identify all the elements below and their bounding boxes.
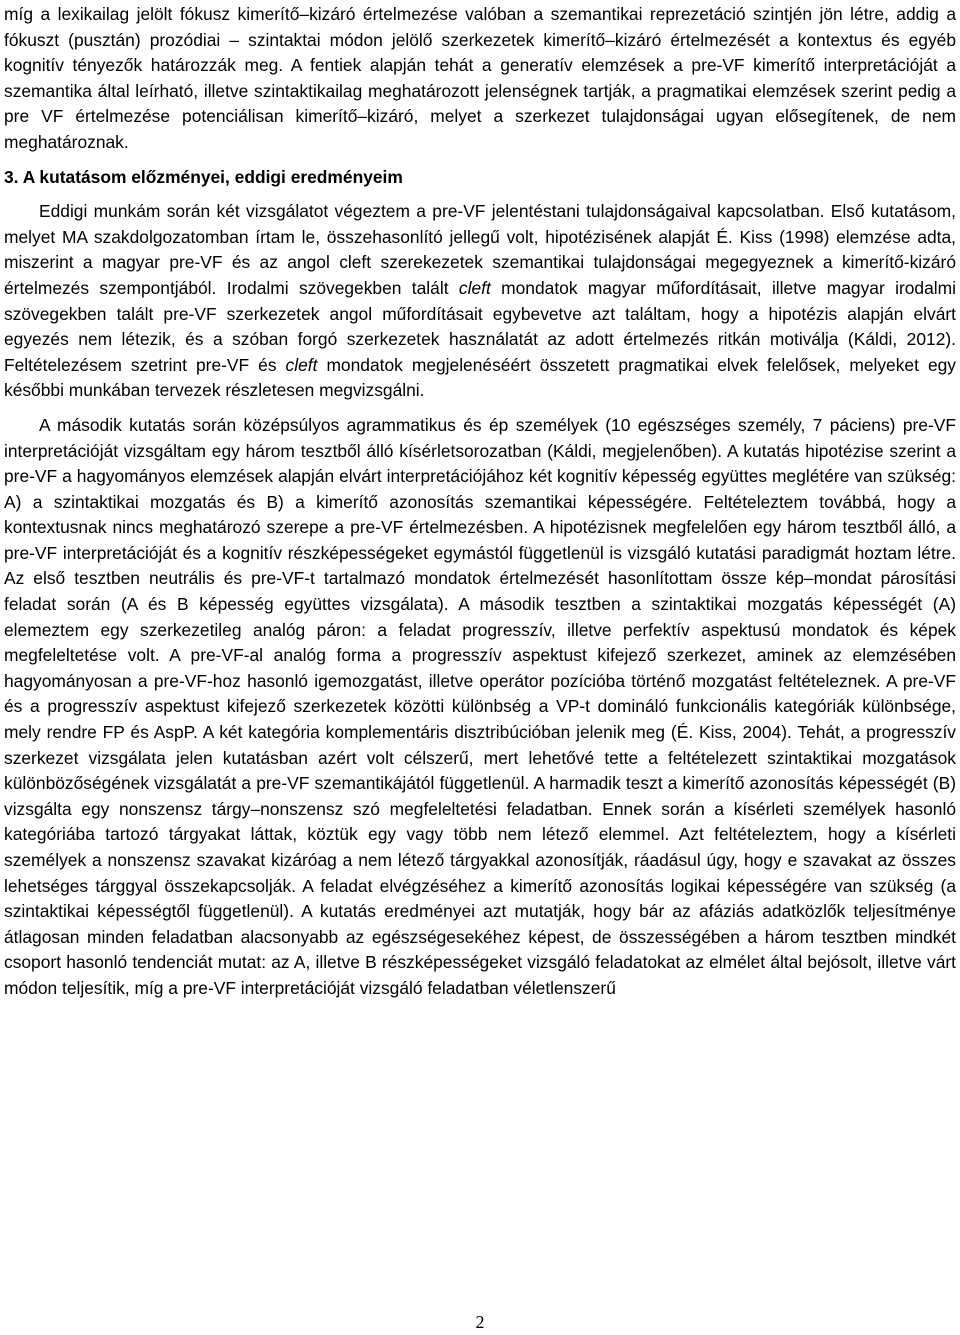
paragraph-gap xyxy=(4,404,956,413)
section-gap xyxy=(4,156,956,165)
section-gap xyxy=(4,190,956,199)
paragraph-2-part-1: Eddigi munkám során két vizsgálatot végeztem a pre-VF jelentéstani tulajdonságaival kapcsolatban. Első kutatásom, melyet MA szakdolgozatomban írtam le, összehasonlító jellegű volt, hipotézisének alapját É. Kiss (1998) elemzése adta, miszerint a magyar pre-VF és az angol cleft szerekezetek szemantikai tulajdonságai megegyeznek a kimerítő-kizáró értelmezés szempontjából. Irodalmi szövegekben talált xyxy=(4,201,956,298)
paragraph-3: A második kutatás során középsúlyos agrammatikus és ép személyek (10 egészséges személy, 7 páciens) pre-VF interpretációját vizsgáltam egy három tesztből álló kísérletsorozatban (Káldi, megjelenőben). A kutatás hipotézise szerint a pre-VF a hagyományos elemzések alapján elvárt interpretációjához két kognitív képesség együttes meglétére van szükség: A) a szintaktikai mozgatás és B) a kimerítő azonosítás szemantikai képességére. Feltételeztem továbbá, hogy a kontextusnak nincs meghatározó szerepe a pre-VF értelmezésben. A hipotézisnek megfelelően egy három tesztből álló, a pre-VF interpretációját és a kognitív részképességeket egymástól függetlenül is vizsgáló kutatási paradigmát hoztam létre. Az első tesztben neutrális és pre-VF-t tartalmazó mondatok értelmezését hasonlítottam össze kép–mondat párosítási feladat során (A és B képesség együttes vizsgálata). A második tesztben a szintaktikai mozgatás képességét (A) elemeztem egy szerkezetileg analóg páron: a feladat progresszív, illetve perfektív aspektusú mondatok és képek megfeleltetése volt. A pre-VF-al analóg forma a progresszív aspektust kifejező szerkezet, aminek az elemzésében hagyományosan a pre-VF-hoz hasonló igemozgatást, illetve operátor pozícióba történő mozgatást feltételeznek. A pre-VF és a progresszív aspektust kifejező szerkezetek közötti különbség a VP-t domináló funkcionális kategóriák különbsége, mely rendre FP és AspP. A két kategória komplementáris disztribúcióban jelenik meg (É. Kiss, 2004). Tehát, a progresszív szerkezet vizsgálata jelen kutatásban azért volt célszerű, mert lehetővé tette a feltételezett szintaktikai mozgatások különbözőségének vizsgálatát a pre-VF szemantikájától függetlenül. A harmadik teszt a kimerítő azonosítás képességét (B) vizsgálta egy nonszensz tárgy–nonszensz szó megfeleltetési feladatban. Ennek során a kísérleti személyek hasonló kategóriába tartozó tárgyakat láttak, köztük egy vagy több nem létező elemmel. Azt feltételeztem, hogy a kísérleti személyek a nonszensz szavakat kizáróag a nem létező tárgyakkal azonosítják, ráadásul úgy, hogy e szavakat az összes lehetséges tárggyal összekapcsolják. A feladat elvégzéséhez a kimerítő azonosítás logikai képességére van szükség (a szintaktikai képességtől függetlenül). A kutatás eredményei azt mutatják, hogy bár az afáziás adatközlők teljesítménye átlagosan minden feladatban alacsonyabb az egészségesekéhez képest, de összességében a három tesztben mindkét csoport hasonló tendenciát mutat: az A, illetve B részképességeket vizsgáló feladatokat az elmélet által bejósolt, illetve várt módon teljesítik, míg a pre-VF interpretációját vizsgáló feladatban véletlenszerű xyxy=(4,414,956,998)
section-heading: 3. A kutatásom előzményei, eddigi eredményeim xyxy=(4,166,403,187)
page-number: 2 xyxy=(475,1312,485,1332)
paragraph-2-part-2: mondatok magyar műfordításait, illetve magyar irodalmi szövegekben talált pre-VF szerkezetek angol műfordításait egybevetve azt találtam, hogy a hipotézis alapján elvárt egyezés nem létezik, és a szóban forgó szerkezetek használatát az adott értelmezés ritkán motiválja (Káldi, 2012). Feltételezésem szetrint pre-VF és xyxy=(4,277,956,375)
paragraph-2 xyxy=(4,199,956,404)
italic-term-cleft: cleft xyxy=(285,354,318,375)
italic-term-cleft: cleft xyxy=(458,277,491,298)
document-page xyxy=(4,2,956,1002)
paragraph-2-part-3: mondatok megjelenéséért összetett pragmatikai elvek felelősek, melyeket egy későbbi munkában tervezek részletesen megvizsgálni. xyxy=(4,354,956,401)
paragraph-1: míg a lexikailag jelölt fókusz kimerítő–kizáró értelmezése valóban a szemantikai reprezetáció szintjén jön létre, addig a fókuszt (pusztán) prozódiai – szintaktai módon jelölő szerkezetek kimerítő–kizáró értelmezését a kontextus és egyéb kognitív tényezők határozzák meg. A fentiek alapján tehát a generatív elemzések a pre-VF kimerítő interpretációját a szemantika által leírható, illetve szintaktikailag meghatározott jelenségnek tartják, a pragmatikai elemzések szerint pedig a pre VF értelmezése potenciálisan kimerítő–kizáró, melyet a szerkezet tulajdonságai ugyan elősegítenek, de nem meghatároznak. xyxy=(4,4,956,152)
